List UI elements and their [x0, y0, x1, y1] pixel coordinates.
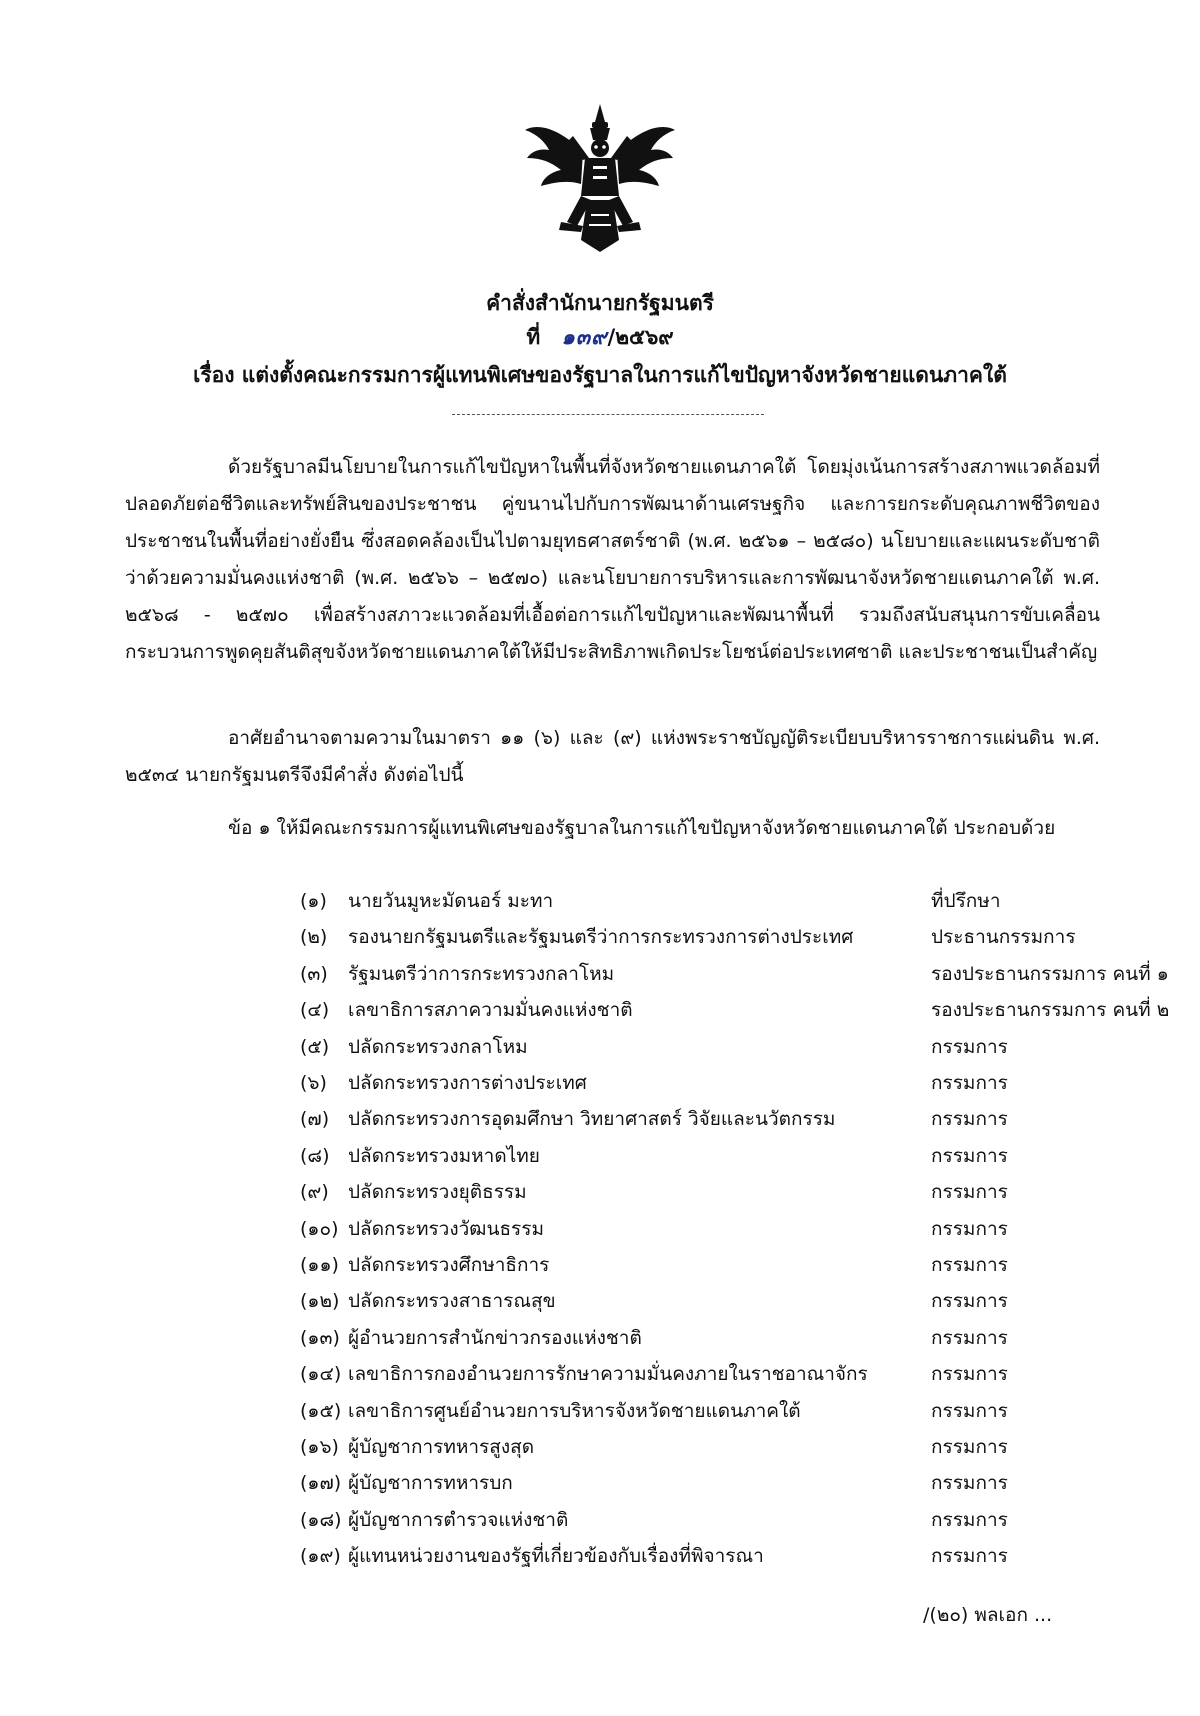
member-number: (๑๕): [300, 1399, 342, 1422]
member-role: กรรมการ: [931, 1072, 1008, 1094]
member-role: กรรมการ: [931, 1472, 1008, 1495]
member-row: [0, 1502, 1200, 1539]
member-row: [0, 1393, 1200, 1430]
member-name: ผู้แทนหน่วยงานของรัฐที่เกี่ยวข้องกับเรื่องที่พิจารณา: [348, 1545, 764, 1568]
member-row: [0, 956, 1200, 993]
member-name: เลขาธิการกองอำนวยการรักษาความมั่นคงภายในราชอาณาจักร: [348, 1363, 868, 1386]
member-number: (๘): [300, 1144, 330, 1167]
member-row: [0, 1065, 1200, 1102]
document-number: [0, 322, 1200, 352]
member-number: (๖): [300, 1072, 327, 1094]
member-role: กรรมการ: [931, 1545, 1008, 1568]
member-name: ปลัดกระทรวงสาธารณสุข: [348, 1290, 556, 1313]
member-number: (๔): [300, 999, 330, 1022]
member-role: ที่ปรึกษา: [931, 890, 1001, 912]
paragraph-2: อาศัยอำนาจตามความในมาตรา ๑๑ (๖) และ (๙) แห่งพระราชบัญญัติระเบียบบริหารราชการแผ่นดิน พ.ศ. ๒๕๓๔ นายกรัฐมนตรีจึงมีคำสั่ง ดังต่อไปนี้: [125, 727, 1100, 786]
number-value: [561, 322, 673, 352]
member-row: [0, 1356, 1200, 1393]
member-name: นายวันมูหะมัดนอร์ มะทา: [348, 890, 554, 912]
paragraph-1: ด้วยรัฐบาลมีนโยบายในการแก้ไขปัญหาในพื้นที่จังหวัดชายแดนภาคใต้ โดยมุ่งเน้นการสร้างสภาพแวดล้อมที่ปลอดภัยต่อชีวิตและทรัพย์สินของประชาชน คู่ขนานไปกับการพัฒนาด้านเศรษฐกิจ และการยกระดับคุณภาพชีวิตของประชาชนในพื้นที่อย่างยั่งยืน ซึ่งสอดคล้องเป็นไปตามยุทธศาสตร์ชาติ (พ.ศ. ๒๕๖๑ – ๒๕๘๐) นโยบายและแผนระดับชาติว่าด้วยความมั่นคงแห่งชาติ (พ.ศ. ๒๕๖๖ – ๒๕๗๐) และนโยบายการบริหารและการพัฒนาจังหวัดชายแดนภาคใต้ พ.ศ. ๒๕๖๘ - ๒๕๗๐ เพื่อสร้างสภาวะแวดล้อมที่เอื้อต่อการแก้ไขปัญหาและพัฒนาพื้นที่ รวมถึงสนับสนุนการขับเคลื่อนกระบวนการพูดคุยสันติสุขจังหวัดชายแดนภาคใต้ให้มีประสิทธิภาพเกิดประโยชน์ต่อประเทศชาติ และประชาชนเป็นสำคัญ: [125, 456, 1100, 663]
member-role: รองประธานกรรมการ คนที่ ๑: [931, 962, 1169, 985]
member-name: เลขาธิการศูนย์อำนวยการบริหารจังหวัดชายแดนภาคใต้: [348, 1399, 801, 1422]
number-prefix: ที่: [526, 325, 541, 349]
member-role: รองประธานกรรมการ คนที่ ๒: [931, 999, 1170, 1022]
document-title: คำสั่งสำนักนายกรัฐมนตรี: [486, 291, 714, 315]
member-row: [0, 1247, 1200, 1284]
member-role: กรรมการ: [931, 1108, 1008, 1131]
document-subject: เรื่อง แต่งตั้งคณะกรรมการผู้แทนพิเศษของรัฐบาลในการแก้ไขปัญหาจังหวัดชายแดนภาคใต้: [193, 363, 1007, 387]
member-row: [0, 1174, 1200, 1211]
member-row: [0, 1320, 1200, 1357]
member-name: ผู้บัญชาการทหารบก: [348, 1472, 513, 1495]
member-number: (๑๘): [300, 1508, 342, 1531]
member-name: ปลัดกระทรวงวัฒนธรรม: [348, 1217, 544, 1240]
member-role: กรรมการ: [931, 1217, 1008, 1240]
member-name: ปลัดกระทรวงมหาดไทย: [348, 1144, 540, 1167]
member-number: (๑๗): [300, 1472, 342, 1495]
member-number: (๑๔): [300, 1363, 342, 1386]
member-name: ปลัดกระทรวงการอุดมศึกษา วิทยาศาสตร์ วิจัยและนวัตกรรม: [348, 1108, 836, 1131]
member-name: รัฐมนตรีว่าการกระทรวงกลาโหม: [348, 962, 615, 985]
member-number: (๗): [300, 1108, 330, 1131]
handwritten-number: ๑๓๙: [561, 325, 608, 349]
title-divider: [452, 414, 764, 415]
member-name: ปลัดกระทรวงศึกษาธิการ: [348, 1254, 550, 1276]
member-row: [0, 1029, 1200, 1066]
member-row: [0, 883, 1200, 920]
member-row: [0, 1138, 1200, 1175]
member-number: (๑๒): [300, 1290, 340, 1313]
member-role: กรรมการ: [931, 1363, 1008, 1386]
member-number: (๑๖): [300, 1436, 339, 1458]
member-number: (๒): [300, 926, 328, 949]
member-row: [0, 1429, 1200, 1466]
member-role: กรรมการ: [931, 1035, 1008, 1058]
number-year: /๒๕๖๙: [607, 325, 674, 349]
member-row: [0, 1211, 1200, 1248]
member-number: (๕): [300, 1035, 330, 1058]
member-number: (๑๑): [300, 1254, 339, 1276]
member-role: กรรมการ: [931, 1399, 1008, 1422]
member-role: กรรมการ: [931, 1508, 1008, 1531]
member-row: [0, 1538, 1200, 1575]
member-name: ปลัดกระทรวงกลาโหม: [348, 1035, 528, 1058]
member-name: ผู้อำนวยการสำนักข่าวกรองแห่งชาติ: [348, 1326, 642, 1349]
member-number: (๓): [300, 962, 328, 985]
member-role: กรรมการ: [931, 1144, 1008, 1167]
garuda-emblem-icon: [521, 100, 679, 258]
member-number: (๑๐): [300, 1217, 339, 1240]
member-row: [0, 919, 1200, 956]
member-number: (๙): [300, 1181, 329, 1204]
member-name: ผู้บัญชาการทหารสูงสุด: [348, 1436, 535, 1458]
member-row: [0, 1465, 1200, 1502]
member-number: (๑๙): [300, 1545, 341, 1568]
member-name: ปลัดกระทรวงยุติธรรม: [348, 1181, 527, 1204]
member-role: กรรมการ: [931, 1436, 1008, 1458]
member-row: [0, 992, 1200, 1029]
member-number: (๑๓): [300, 1326, 340, 1349]
member-number: (๑): [300, 890, 327, 912]
member-role: กรรมการ: [931, 1290, 1008, 1313]
paragraph-3: ข้อ ๑ ให้มีคณะกรรมการผู้แทนพิเศษของรัฐบาลในการแก้ไขปัญหาจังหวัดชายแดนภาคใต้ ประกอบด้วย: [228, 817, 1056, 839]
member-row: [0, 1283, 1200, 1320]
member-name: รองนายกรัฐมนตรีและรัฐมนตรีว่าการกระทรวงการต่างประเทศ: [348, 926, 854, 949]
continuation-note: /(๒๐) พลเอก ...: [923, 1604, 1053, 1626]
member-role: กรรมการ: [931, 1181, 1008, 1204]
member-row: [0, 1101, 1200, 1138]
member-name: เลขาธิการสภาความมั่นคงแห่งชาติ: [348, 999, 633, 1022]
member-role: กรรมการ: [931, 1254, 1008, 1276]
member-name: ผู้บัญชาการตำรวจแห่งชาติ: [348, 1508, 569, 1531]
member-role: ประธานกรรมการ: [931, 926, 1076, 949]
member-name: ปลัดกระทรวงการต่างประเทศ: [348, 1072, 587, 1094]
member-role: กรรมการ: [931, 1326, 1008, 1349]
